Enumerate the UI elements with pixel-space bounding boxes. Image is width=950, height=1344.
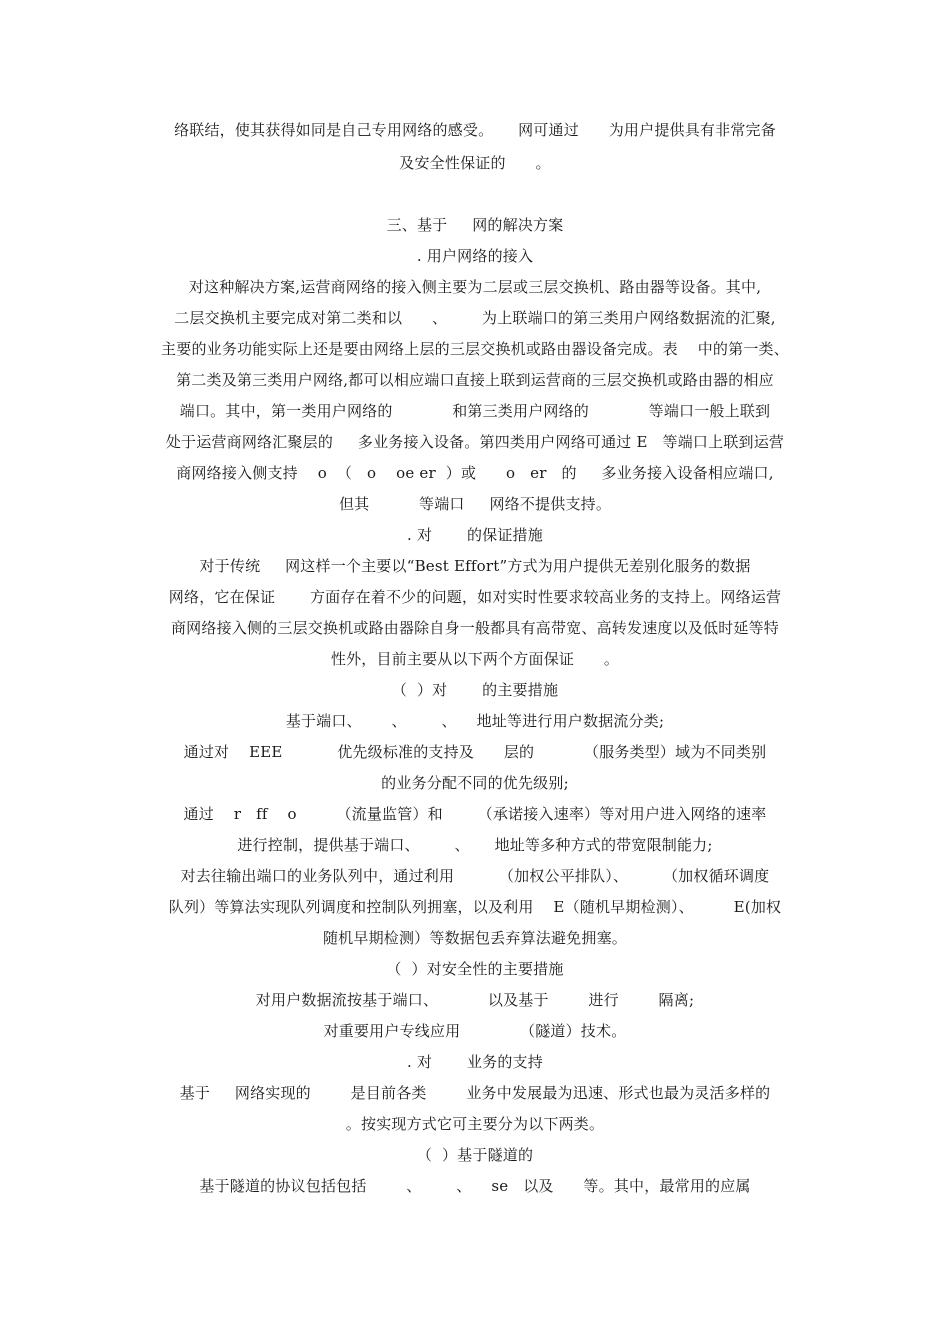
subheading-tunnel-based: （ ）基于隧道的	[416, 1146, 534, 1164]
paragraph-line-10: 但其 等端口 网络不提供支持。	[338, 495, 612, 513]
paragraph-line-5: 主要的业务功能实际上还是要由网络上层的三层交换机或路由器设备完成。表 中的第一类、	[161, 340, 789, 358]
paragraph-line-9: 商网络接入侧支持 o （ o oe er ）或 o er 的 多业务接入设备相应端口,	[176, 464, 774, 482]
list-item-queue-2: 队列）等算法实现队列调度和控制队列拥塞，以及利用 E（随机早期检测）、 E(加权	[168, 898, 782, 916]
list-item-priority-1: 通过对 EEE 优先级标准的支持及 层的 （服务类型）域为不同类别	[183, 743, 767, 761]
paragraph-line-3: 对这种解决方案,运营商网络的接入侧主要为二层或三层交换机、路由器等设备。其中,	[188, 278, 762, 296]
paragraph-line-11: 对于传统 网这样一个主要以“Best Effort”方式为用户提供无差别化服务的数据	[199, 557, 751, 575]
paragraph-line-17: 基于隧道的协议包括包括 、 、 se 以及 等。其中，最常用的应属	[199, 1177, 751, 1195]
paragraph-line-13: 商网络接入侧的三层交换机或路由器除自身一般都具有高带宽、高转发速度以及低时延等特	[170, 619, 779, 637]
paragraph-line-7: 端口。其中，第一类用户网络的 和第三类用户网络的 等端口一般上联到	[179, 402, 771, 420]
paragraph-line-4: 二层交换机主要完成对第二类和以 、 为上联端口的第三类用户网络数据流的汇聚,	[174, 309, 776, 327]
list-item-queue-3: 随机早期检测）等数据包丢弃算法避免拥塞。	[322, 929, 627, 947]
list-item-priority-2: 的业务分配不同的优先级别;	[381, 774, 569, 792]
paragraph-line-8: 处于运营商网络汇聚层的 多业务接入设备。第四类用户网络可通过 E 等端口上联到运营	[165, 433, 785, 451]
paragraph-line-16: 。按实现方式它可主要分为以下两类。	[345, 1115, 605, 1133]
paragraph-line-14: 性外，目前主要从以下两个方面保证 。	[330, 650, 620, 668]
list-item-queue-1: 对去往输出端口的业务队列中，通过利用 （加权公平排队）、 （加权循环调度	[180, 867, 770, 885]
list-item-rate-2: 进行控制，提供基于端口、 、 地址等多种方式的带宽限制能力;	[237, 836, 713, 854]
list-item-tunnel: 对重要用户专线应用 （隧道）技术。	[323, 1022, 627, 1040]
paragraph-line-2: 及安全性保证的 。	[399, 154, 551, 172]
subsection-heading-2: . 对 的保证措施	[407, 526, 543, 544]
paragraph-line-6: 第二类及第三类用户网络,都可以相应端口直接上联到运营商的三层交换机或路由器的相应	[176, 371, 774, 389]
section-heading: 三、基于 网的解决方案	[386, 216, 564, 234]
paragraph-line-12: 网络，它在保证 方面存在着不少的问题，如对实时性要求较高业务的支持上。网络运营	[168, 588, 782, 606]
subsection-heading-3: . 对 业务的支持	[407, 1053, 543, 1071]
subheading-qos-measures: （ ）对 的主要措施	[391, 681, 559, 699]
subheading-security-measures: （ ）对安全性的主要措施	[386, 960, 564, 978]
list-item-rate-1: 通过 r ff o （流量监管）和 （承诺接入速率）等对用户进入网络的速率	[183, 805, 767, 823]
list-item-classification: 基于端口、 、 、 地址等进行用户数据流分类;	[285, 712, 665, 730]
paragraph-line-1: 络联结，使其获得如同是自己专用网络的感受。 网可通过 为用户提供具有非常完备	[174, 121, 776, 139]
list-item-isolation: 对用户数据流按基于端口、 以及基于 进行 隔离;	[255, 991, 695, 1009]
paragraph-line-15: 基于 网络实现的 是目前各类 业务中发展最为迅速、形式也最为灵活多样的	[179, 1084, 771, 1102]
subsection-heading-1: . 用户网络的接入	[416, 247, 534, 265]
